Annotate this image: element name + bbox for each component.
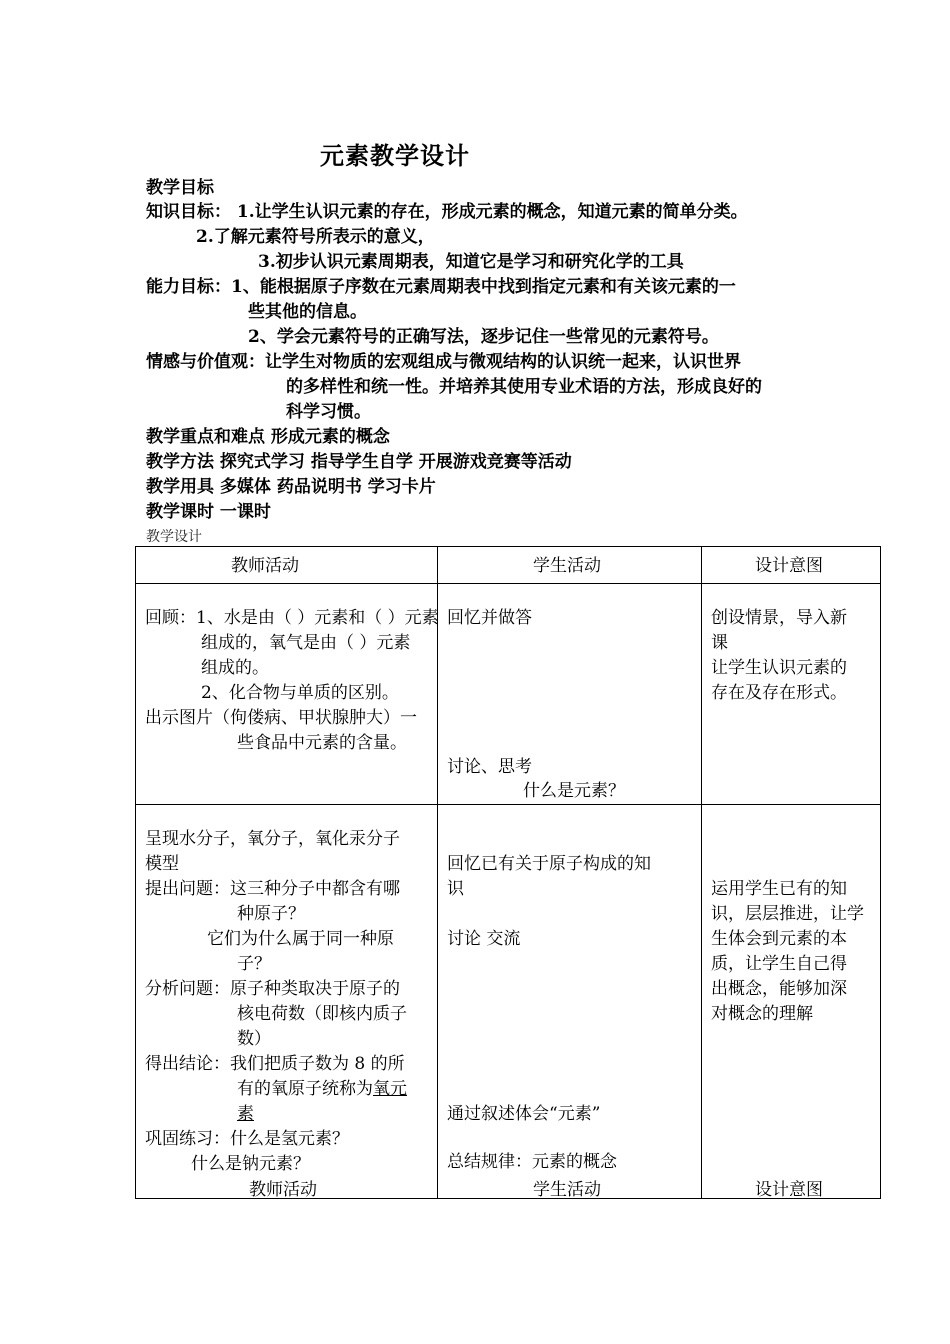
teaching-methods: 教学方法 探究式学习 指导学生自学 开展游戏竞赛等活动 — [146, 452, 572, 472]
row2-teacher-line-11 — [237, 1077, 407, 1102]
emotion-goal-1: 情感与价值观：让学生对物质的宏观组成与微观结构的认识统一起来，认识世界 — [146, 352, 741, 372]
header-student-activity: 学生活动 — [533, 556, 601, 576]
table-border-left — [135, 546, 136, 1199]
row2-student-line-3: 讨论 交流 — [447, 929, 521, 949]
knowledge-goal-3: 3.初步认识元素周期表，知道它是学习和研究化学的工具 — [258, 252, 684, 272]
table-col-divider-2 — [701, 546, 702, 1199]
row2-student-line-4: 通过叙述体会“元素” — [447, 1104, 601, 1124]
table-col-divider-1 — [437, 546, 438, 1199]
row1-teacher-line-4: 2、化合物与单质的区别。 — [201, 683, 399, 703]
row1-teacher-line-5: 出示图片（佝偻病、甲状腺肿大）一 — [145, 708, 417, 728]
key-points: 教学重点和难点 形成元素的概念 — [146, 427, 390, 447]
row1-student-line-1: 回忆并做答 — [447, 608, 532, 628]
row2-teacher-line-8: 核电荷数（即核内质子 — [237, 1004, 407, 1024]
header-design-intent: 设计意图 — [755, 556, 823, 576]
row1-student-line-3: 什么是元素？ — [523, 781, 625, 801]
row1-intent-line-4: 存在及存在形式。 — [711, 683, 847, 703]
row2-intent-line-6: 对概念的理解 — [711, 1004, 813, 1024]
table-border-top — [135, 546, 881, 547]
row2-teacher-line-12 — [237, 1102, 254, 1127]
table-border-right — [880, 546, 881, 1199]
row2-teacher-line-10: 得出结论：我们把质子数为 8 的所 — [145, 1054, 405, 1074]
row2-teacher-line-3: 提出问题：这三种分子中都含有哪 — [145, 879, 400, 899]
row1-teacher-line-2: 组成的，氧气是由（ ）元素 — [201, 633, 411, 653]
row2-student-line-5: 总结规律：元素的概念 — [447, 1152, 617, 1172]
row1-intent-line-1: 创设情景，导入新 — [711, 608, 847, 628]
row2-teacher-line-7: 分析问题：原子种类取决于原子的 — [145, 979, 400, 999]
row2-teacher-line-9: 数） — [237, 1029, 271, 1049]
footer-teacher-activity: 教师活动 — [249, 1180, 317, 1200]
lesson-table — [135, 546, 881, 1199]
oxygen-element-term-cont: 素 — [237, 1104, 254, 1124]
teaching-hours: 教学课时 一课时 — [146, 502, 271, 522]
table-row-divider — [135, 804, 881, 805]
row2-teacher-line-5: 它们为什么属于同一种原 — [207, 929, 394, 949]
row1-intent-line-2: 课 — [711, 633, 728, 653]
row2-intent-line-5: 出概念，能够加深 — [711, 979, 847, 999]
row1-teacher-line-1: 回顾：1、水是由（ ）元素和（ ）元素 — [145, 608, 439, 628]
row2-intent-line-3: 生体会到元素的本 — [711, 929, 847, 949]
row2-student-line-2: 识 — [447, 879, 464, 899]
row2-teacher-line-11-text: 有的氧原子统称为 — [237, 1079, 373, 1099]
footer-design-intent: 设计意图 — [755, 1180, 823, 1200]
ability-goal-1-cont: 些其他的信息。 — [248, 302, 367, 322]
table-header-divider — [135, 583, 881, 584]
ability-goal-1: 能力目标：1、能根据原子序数在元素周期表中找到指定元素和有关该元素的一 — [146, 277, 736, 297]
row2-teacher-line-14: 什么是钠元素？ — [191, 1154, 310, 1174]
row2-teacher-line-2: 模型 — [145, 854, 179, 874]
knowledge-goal-1: 知识目标： 1.让学生认识元素的存在，形成元素的概念，知道元素的简单分类。 — [146, 202, 748, 222]
knowledge-goal-2: 2.了解元素符号所表示的意义， — [196, 227, 435, 247]
row1-teacher-line-6: 些食品中元素的含量。 — [237, 733, 407, 753]
row2-intent-line-4: 质，让学生自己得 — [711, 954, 847, 974]
row1-teacher-line-3: 组成的。 — [201, 658, 269, 678]
emotion-goal-3: 科学习惯。 — [286, 402, 371, 422]
row1-intent-line-3: 让学生认识元素的 — [711, 658, 847, 678]
table-caption: 教学设计 — [146, 529, 202, 545]
document-title: 元素教学设计 — [320, 141, 470, 170]
row2-intent-line-2: 识，层层推进，让学 — [711, 904, 864, 924]
emotion-goal-2: 的多样性和统一性。并培养其使用专业术语的方法，形成良好的 — [286, 377, 762, 397]
row2-teacher-line-13: 巩固练习：什么是氢元素？ — [145, 1129, 349, 1149]
row1-student-line-2: 讨论、思考 — [447, 757, 532, 777]
row2-student-line-1: 回忆已有关于原子构成的知 — [447, 854, 651, 874]
ability-goal-2: 2、学会元素符号的正确写法，逐步记住一些常见的元素符号。 — [248, 327, 719, 347]
header-teacher-activity: 教师活动 — [231, 556, 299, 576]
row2-teacher-line-6: 子？ — [237, 954, 271, 974]
row2-teacher-line-4: 种原子？ — [237, 904, 305, 924]
oxygen-element-term: 氧元 — [373, 1079, 407, 1099]
footer-student-activity: 学生活动 — [533, 1180, 601, 1200]
row2-intent-line-1: 运用学生已有的知 — [711, 879, 847, 899]
objectives-heading: 教学目标 — [146, 178, 214, 198]
row2-teacher-line-1: 呈现水分子，氧分子，氧化汞分子 — [145, 829, 400, 849]
teaching-tools: 教学用具 多媒体 药品说明书 学习卡片 — [146, 477, 436, 497]
